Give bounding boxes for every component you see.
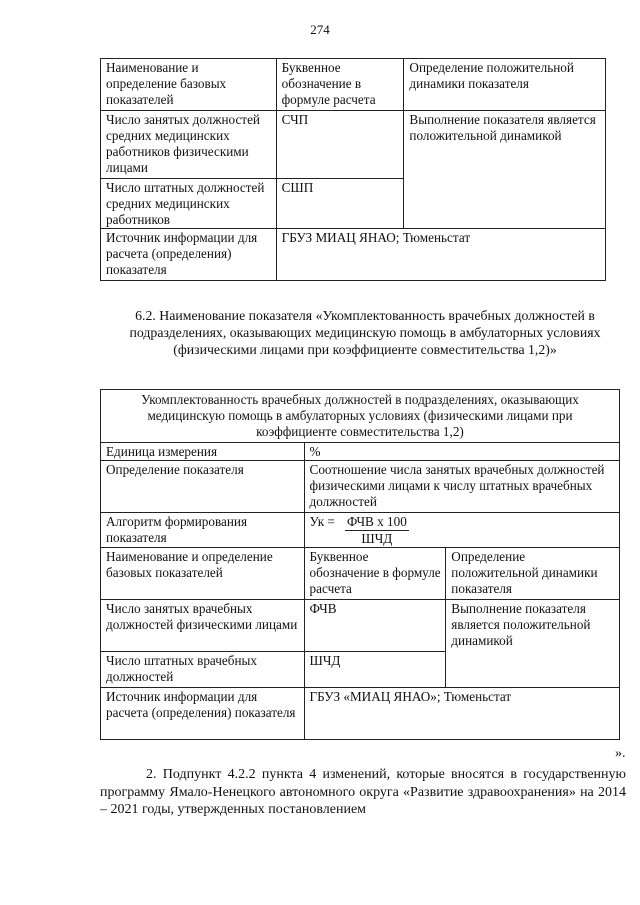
base-indicators-table-1 (100, 58, 606, 281)
dynamics-cell: Выполнение показателя является положительной динамикой (446, 600, 620, 688)
table-row (101, 461, 620, 513)
indicator-title: Укомплектованность врачебных должностей в подразделениях, оказывающих медицинскую помощь в амбулаторных условиях (физическими лицами при коэффициенте совместительства 1,2) (101, 390, 620, 443)
table-header-row (101, 548, 620, 600)
indicator-symbol: СШП (276, 179, 404, 229)
table-row (101, 688, 620, 740)
definition-value: Соотношение числа занятых врачебных должностей физическими лицами к числу штатных врачебных должностей (304, 461, 619, 513)
dynamics-cell: Выполнение показателя является положительной динамикой (404, 111, 606, 229)
table-row (101, 443, 620, 461)
indicator-name: Число штатных врачебных должностей (101, 652, 305, 688)
definition-label: Определение показателя (101, 461, 305, 513)
body-paragraph (100, 766, 626, 819)
indicator-name: Число занятых врачебных должностей физическими лицами (101, 600, 305, 652)
formula (304, 513, 619, 548)
closing-quote: ». (615, 746, 626, 761)
indicator-name: Число штатных должностей средних медицинских работников (101, 179, 277, 229)
source-label: Источник информации для расчета (определения) показателя (101, 688, 305, 740)
algorithm-label: Алгоритм формирования показателя (101, 513, 305, 548)
header-cell: Наименование и определение базовых показателей (101, 59, 277, 111)
formula-denominator: ШЧД (361, 531, 393, 546)
indicator-symbol: СЧП (276, 111, 404, 179)
source-value: ГБУЗ МИАЦ ЯНАО; Тюменьстат (276, 229, 605, 281)
section-heading: 6.2. Наименование показателя «Укомплектованность врачебных должностей в подразделениях, оказывающих медицинскую помощь в амбулаторных условиях (физическими лицами при коэффициенте совместительства 1,2)» (129, 308, 601, 357)
header-cell: Наименование и определение базовых показателей (101, 548, 305, 600)
page-number: 274 (310, 22, 330, 37)
table-title-row (101, 390, 620, 443)
table-row (101, 513, 620, 548)
table-row (101, 600, 620, 652)
source-label: Источник информации для расчета (определения) показателя (101, 229, 277, 281)
header-cell: Буквенное обозначение в формуле расчета (276, 59, 404, 111)
indicator-name: Число занятых должностей средних медицинских работников физическими лицами (101, 111, 277, 179)
header-cell: Определение положительной динамики показателя (446, 548, 620, 600)
paragraph-text: 2. Подпункт 4.2.2 пункта 4 изменений, которые вносятся в государственную программу Ямало-Ненецкого автономного округа «Развитие здравоохранения» на 2014 – 2021 годы, утвержденных постановлением (100, 767, 626, 817)
unit-label: Единица измерения (101, 443, 305, 461)
formula-lhs: Ук = (309, 514, 335, 529)
header-cell: Буквенное обозначение в формуле расчета (304, 548, 446, 600)
unit-value: % (304, 443, 619, 461)
indicator-passport-table (100, 389, 620, 740)
indicator-symbol: ФЧВ (304, 600, 446, 652)
header-cell: Определение положительной динамики показателя (404, 59, 606, 111)
formula-numerator: ФЧВ х 100 (346, 514, 407, 529)
table-row (101, 229, 606, 281)
table-row (101, 111, 606, 179)
table-header-row (101, 59, 606, 111)
source-value: ГБУЗ «МИАЦ ЯНАО»; Тюменьстат (304, 688, 619, 740)
indicator-symbol: ШЧД (304, 652, 446, 688)
